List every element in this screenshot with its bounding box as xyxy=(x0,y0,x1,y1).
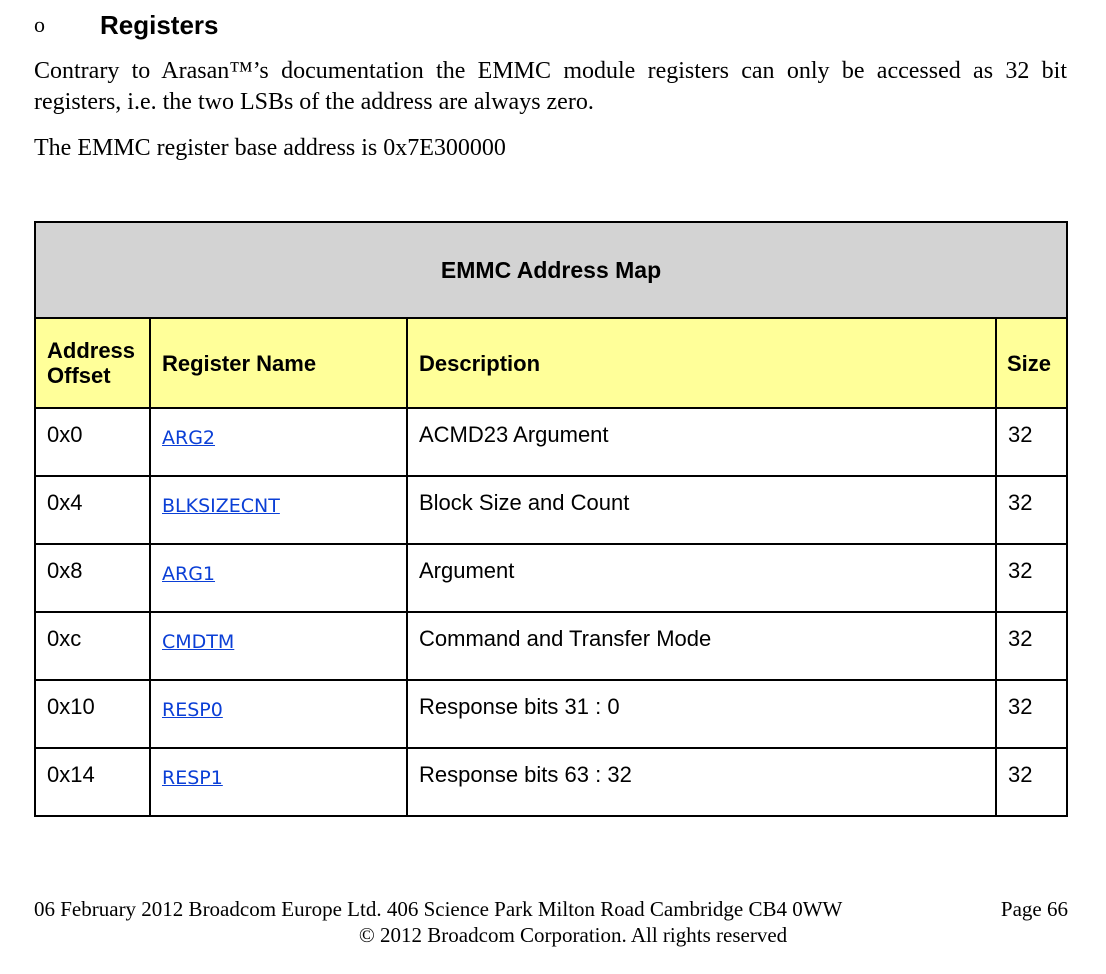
size-cell: 32 xyxy=(996,612,1067,680)
register-name-cell xyxy=(150,408,407,476)
register-name-cell xyxy=(150,680,407,748)
register-link-blksizecnt[interactable]: BLKSIZECNT xyxy=(162,495,280,517)
section-title: Registers xyxy=(100,10,219,40)
offset-cell: 0x8 xyxy=(35,544,150,612)
page-footer xyxy=(34,896,1068,948)
table-row xyxy=(35,544,1067,612)
size-cell: 32 xyxy=(996,408,1067,476)
register-name-cell xyxy=(150,612,407,680)
column-header-offset: Address Offset xyxy=(35,318,150,408)
paragraph-base-address: The EMMC register base address is 0x7E300000 xyxy=(34,135,506,161)
table-row xyxy=(35,476,1067,544)
size-cell: 32 xyxy=(996,680,1067,748)
page-number: Page 66 xyxy=(1000,897,1068,921)
table-row xyxy=(35,408,1067,476)
emmc-address-map-table xyxy=(34,221,1068,817)
offset-cell: 0x0 xyxy=(35,408,150,476)
register-link-resp1[interactable]: RESP1 xyxy=(162,767,223,789)
table-row xyxy=(35,680,1067,748)
column-header-description: Description xyxy=(407,318,996,408)
register-link-arg1[interactable]: ARG1 xyxy=(162,563,216,585)
register-link-arg2[interactable]: ARG2 xyxy=(162,427,216,449)
register-link-cmdtm[interactable]: CMDTM xyxy=(162,631,235,653)
offset-cell: 0x4 xyxy=(35,476,150,544)
footer-copyright: © 2012 Broadcom Corporation. All rights reserved xyxy=(358,923,788,947)
footer-address: 06 February 2012 Broadcom Europe Ltd. 406 Science Park Milton Road Cambridge CB4 0WW xyxy=(34,897,843,921)
paragraph-access-note: Contrary to Arasan™’s documentation the EMMC module registers can only be accessed as 32 bit registers, i.e. the two LSBs of the address are always zero. xyxy=(34,58,1067,115)
table-row xyxy=(35,748,1067,816)
offset-cell: 0xc xyxy=(35,612,150,680)
size-cell: 32 xyxy=(996,544,1067,612)
description-cell: Response bits 63 : 32 xyxy=(407,748,996,816)
bullet-marker: o xyxy=(34,12,45,37)
column-header-size: Size xyxy=(996,318,1067,408)
register-link-resp0[interactable]: RESP0 xyxy=(162,699,223,721)
description-cell: Command and Transfer Mode xyxy=(407,612,996,680)
size-cell: 32 xyxy=(996,748,1067,816)
description-cell: Argument xyxy=(407,544,996,612)
description-cell: Block Size and Count xyxy=(407,476,996,544)
register-name-cell xyxy=(150,748,407,816)
offset-cell: 0x14 xyxy=(35,748,150,816)
description-cell: ACMD23 Argument xyxy=(407,408,996,476)
offset-cell: 0x10 xyxy=(35,680,150,748)
table-title: EMMC Address Map xyxy=(35,222,1067,318)
register-name-cell xyxy=(150,476,407,544)
column-header-register-name: Register Name xyxy=(150,318,407,408)
register-name-cell xyxy=(150,544,407,612)
section-heading xyxy=(34,8,219,42)
table-row xyxy=(35,612,1067,680)
size-cell: 32 xyxy=(996,476,1067,544)
description-cell: Response bits 31 : 0 xyxy=(407,680,996,748)
